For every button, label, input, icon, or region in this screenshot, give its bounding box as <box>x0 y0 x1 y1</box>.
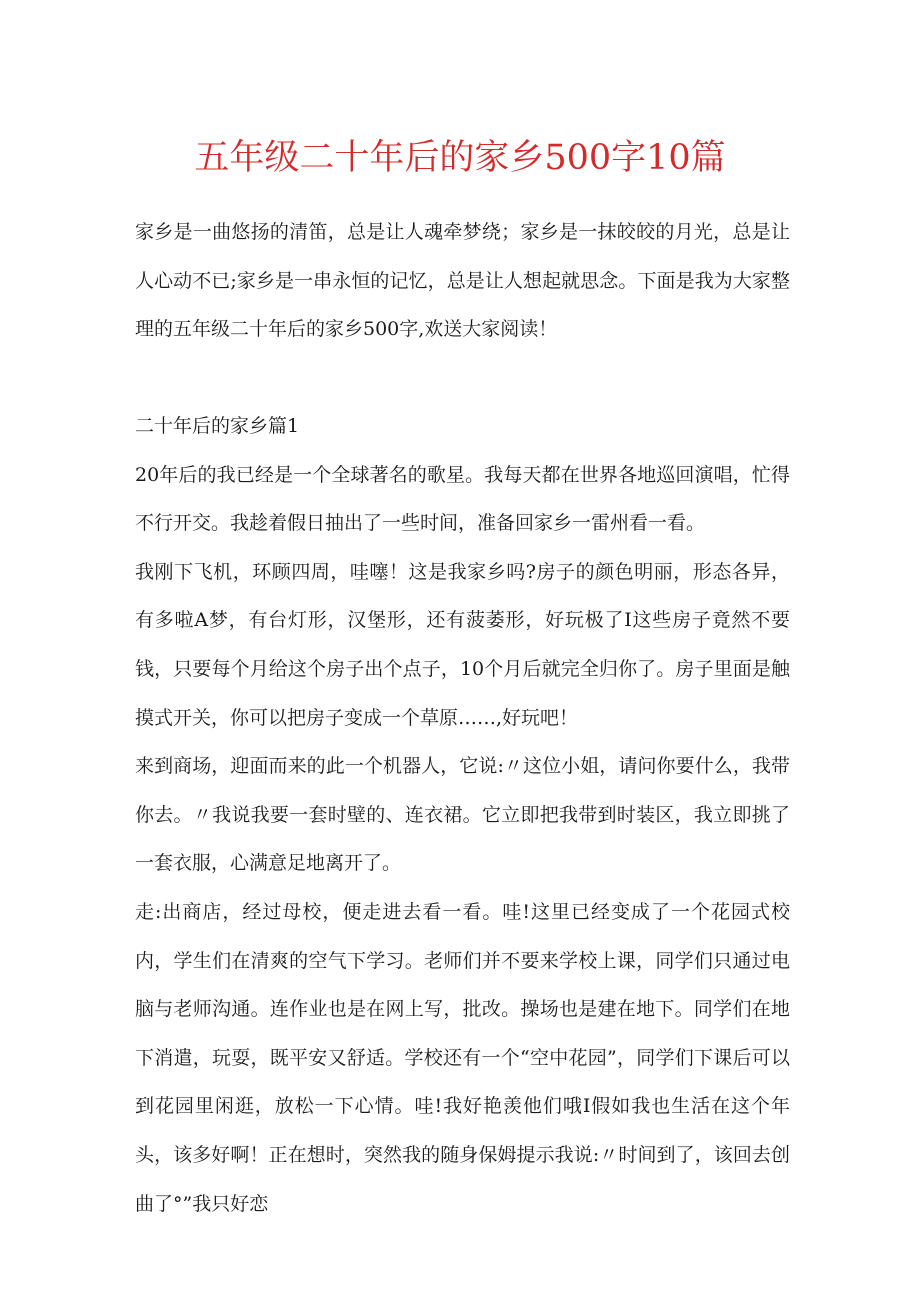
intro-block <box>135 208 790 354</box>
paragraph-3: 来到商场，迎面而来的此一个机器人，它说:〃这位小姐，请问你要什么，我带你去。〃我说我要一套时壁的、连衣裙。它立即把我带到时装区，我立即挑了一套衣服，心满意足地离开了。 <box>135 755 790 875</box>
intro-paragraph: 家乡是一曲悠扬的清笛，总是让人魂牵梦绕；家乡是一抹皎皎的月光，总是让人心动不已;家乡是一串永恒的记忆，总是让人想起就思念。下面是我为大家整理的五年级二十年后的家乡500字,欢送大家阅读！ <box>135 221 790 341</box>
article-body <box>135 402 790 1228</box>
section-heading: 二十年后的家乡篇1 <box>135 415 300 437</box>
document-title: 五年级二十年后的家乡500字10篇 <box>194 138 726 178</box>
paragraph-4: 走:出商店，经过母校，便走进去看一看。哇!这里已经变成了一个花园式校内，学生们在清爽的空气下学习。老师们并不要来学校上课，同学们只通过电脑与老师沟通。连作业也是在网上写，批改。操场也是建在地下。同学们在地下消遣，玩耍，既平安又舒适。学校还有一个“空中花园”，同学们下课后可以到花园里闲逛，放松一下心情。哇!我好艳羡他们哦I假如我也生活在这个年头，该多好啊！正在想时，突然我的随身保姆提示我说:〃时间到了，该回去创曲了°”我只好恋 <box>135 900 790 1215</box>
paragraph-2: 我刚下飞机，环顾四周，哇噻！这是我家乡吗?房子的颜色明丽，形态各异，有多啦A梦，有台灯形，汉堡形，还有菠萎形，好玩极了I这些房子竟然不要钱，只要每个月给这个房子出个点子，10个月后就完全归你了。房子里面是触摸式开关，你可以把房子变成一个草原……,好玩吧！ <box>135 560 790 729</box>
paragraph-1: 20年后的我已经是一个全球著名的歌星。我每天都在世界各地巡回演唱，忙得不行开交。我趁着假日抽出了一些时间，准备回家乡一雷州看一看。 <box>135 463 790 535</box>
